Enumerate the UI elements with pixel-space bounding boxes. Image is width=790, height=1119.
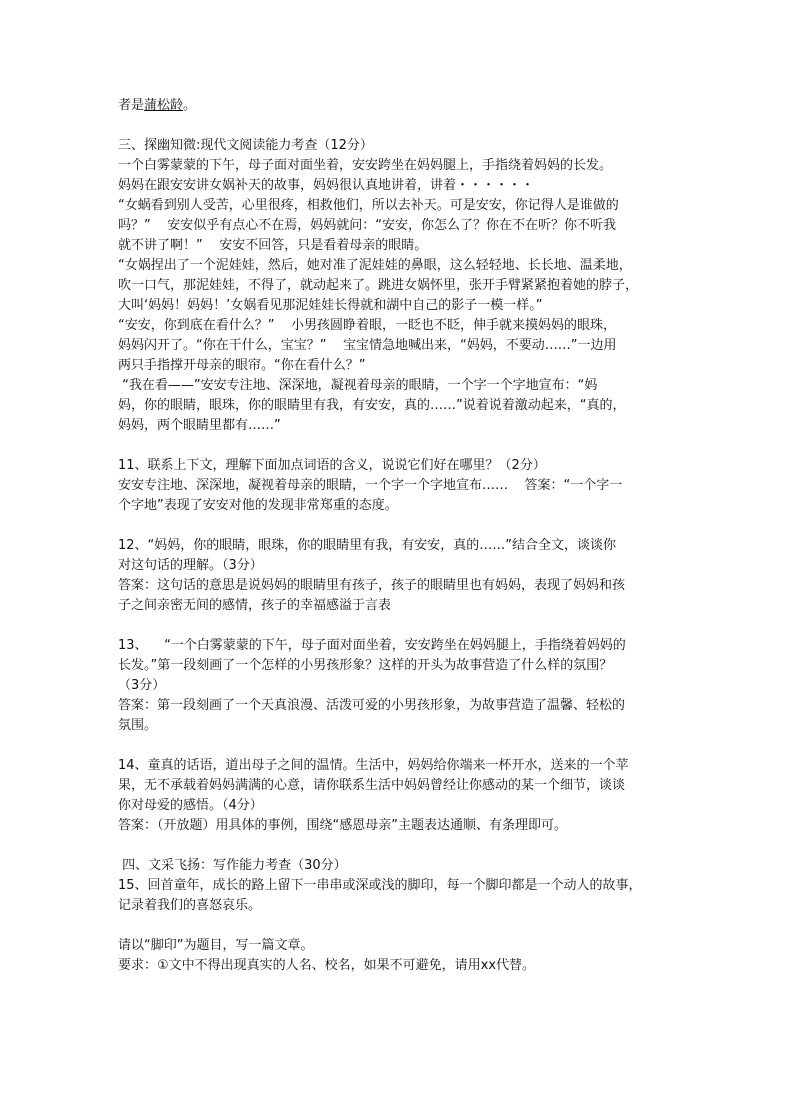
reading-passage [118, 156, 678, 436]
question-line: 12、“妈妈，你的眼睛，眼珠，你的眼睛里有我，有安安，真的……”结合全文，谈谈你 [118, 538, 617, 553]
question-line: 答案：这句话的意思是说妈妈的眼睛里有孩子，孩子的眼睛里也有妈妈，表现了妈妈和孩 [118, 578, 626, 593]
question-14 [118, 756, 678, 836]
passage-line: 妈妈在跟安安讲女娲补天的故事，妈妈很认真地讲着，讲着・・・・・・ [118, 178, 535, 193]
passage-line: 两只手指撑开母亲的眼帘。“你在看什么？” [118, 358, 366, 373]
question-line: 15、回首童年，成长的路上留下一串串或深或浅的脚印，每一个脚印都是一个动人的故事， [118, 878, 642, 893]
section3-heading: 三、探幽知微:现代文阅读能力考查（12分） [118, 138, 373, 153]
passage-line: 吹一口气，那泥娃娃，不得了，就动起来了。跳进女娲怀里，张开手臂紧紧抱着她的脖子， [118, 278, 639, 293]
question-line: 14、童真的话语，道出母子之间的温情。生活中，妈妈给你端来一杯开水，送来的一个苹 [118, 758, 629, 773]
passage-line: 大叫‘妈妈！妈妈！’女娲看见那泥娃娃长得就和湖中自己的影子一模一样。” [118, 298, 543, 313]
passage-line: “我在看——”安安专注地、深深地，凝视着母亲的眼睛，一个字一个字地宣布：“妈 [118, 378, 598, 393]
question-line: 安安专注地、深深地，凝视着母亲的眼睛，一个字一个字地宣布…… 答案：“一个字一 [118, 478, 623, 493]
question-line: 答案：（开放题）用具体的事例，围绕“感恩母亲”主题表达通顺、有条理即可。 [118, 818, 567, 833]
question-line: 13、 “一个白雾蒙蒙的下午，母子面对面坐着，安安跨坐在妈妈腿上，手指绕着妈妈的 [118, 638, 626, 653]
question-13 [118, 636, 678, 736]
intro-prefix: 者是 [118, 98, 145, 113]
question-line: 氛围。 [118, 718, 158, 733]
passage-line: “女蜗看到别人受苦，心里很疼，相救他们，所以去补天。可是安安，你记得人是谁做的 [118, 198, 619, 213]
intro-line [118, 96, 678, 116]
section4-heading: 四、文采飞扬：写作能力考查（30分） [118, 858, 347, 873]
question-line: 对这句话的理解。（3分） [118, 558, 263, 573]
writing-prompt: 请以“脚印”为题目，写一篇文章。 [118, 938, 314, 953]
writing-requirement: 要求：①文中不得出现真实的人名、校名，如果不可避免，请用xx代替。 [118, 958, 536, 973]
question-15 [118, 876, 678, 916]
passage-line: 一个白雾蒙蒙的下午，母子面对面坐着，安安跨坐在妈妈腿上，手指绕着妈妈的长发。 [118, 158, 613, 173]
question-line: 子之间亲密无间的感情，孩子的幸福感溢于言表 [118, 598, 392, 613]
question-line: 长发。”第一段刻画了一个怎样的小男孩形象？这样的开头为故事营造了什么样的氛围？ [118, 658, 613, 673]
passage-line: “女娲捏出了一个泥娃娃，然后，她对准了泥娃娃的鼻眼，这么轻轻地、长长地、温柔地， [118, 258, 632, 273]
question-line: 你对母爱的感悟。（4分） [118, 798, 263, 813]
passage-line: “安安，你到底在看什么？” 小男孩圆睁着眼，一眨也不眨，伸手就来摸妈妈的眼珠， [118, 318, 616, 333]
question-line: 11、联系上下文，理解下面加点词语的含义，说说它们好在哪里？（2分） [118, 458, 546, 473]
question-11 [118, 456, 678, 516]
question-line: （3分） [118, 678, 166, 693]
question-12 [118, 536, 678, 616]
passage-line: 妈妈闪开了。“你在干什么，宝宝？” 宝宝情急地喊出来，“妈妈，不要动……”一边用 [118, 338, 617, 353]
passage-line: 妈，你的眼睛，眼珠，你的眼睛里有我，有安安，真的……”说着说着激动起来，“真的， [118, 398, 626, 413]
question-line: 个字地”表现了安安对他的发现非常郑重的态度。 [118, 498, 398, 513]
question-line: 果，无不承载着妈妈满满的心意，请你联系生活中妈妈曾经让你感动的某一个细节，谈谈 [118, 778, 626, 793]
question-line: 答案：第一段刻画了一个天真浪漫、活泼可爱的小男孩形象，为故事营造了温馨、轻松的 [118, 698, 626, 713]
question-line: 记录着我们的喜怒哀乐。 [118, 898, 262, 913]
passage-line: 就不讲了啊！” 安安不回答，只是看着母亲的眼睛。 [118, 238, 428, 253]
document-page [118, 96, 678, 976]
intro-suffix: 。 [183, 98, 197, 113]
author-link[interactable]: 蒲松龄 [144, 98, 184, 113]
passage-line: 吗？” 安安似乎有点心不在焉，妈妈就问：“安安，你怎么了？你在不在听？你不听我 [118, 218, 616, 233]
passage-line: 妈妈，两个眼睛里都有……” [118, 418, 281, 433]
